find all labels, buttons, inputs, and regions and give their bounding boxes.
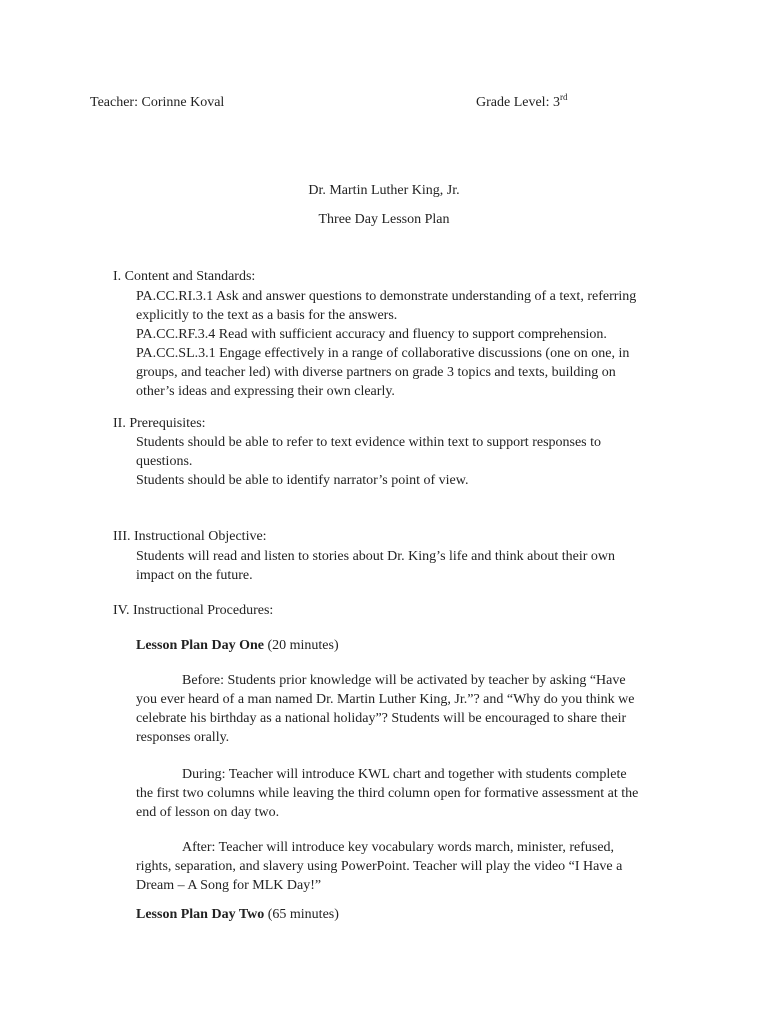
- prerequisite-line: Students should be able to identify narrator’s point of view.: [136, 473, 469, 488]
- teacher-name: Teacher: Corinne Koval: [90, 95, 225, 110]
- day-two-duration: (65 minutes): [264, 907, 339, 922]
- prerequisite-line: questions.: [136, 454, 193, 469]
- day-two-title: Lesson Plan Day Two: [136, 907, 265, 922]
- grade-level: [476, 94, 567, 112]
- document-subtitle: Three Day Lesson Plan: [318, 212, 450, 227]
- paragraph-line: end of lesson on day two.: [136, 805, 280, 820]
- prerequisites-body: [136, 433, 696, 490]
- paragraph-line: the first two columns while leaving the third column open for formative assessment at the: [136, 786, 639, 801]
- day-one-after: [136, 838, 696, 895]
- paragraph-line: rights, separation, and slavery using PowerPoint. Teacher will play the video “I Have a: [136, 859, 623, 874]
- paragraph-line: After: Teacher will introduce key vocabulary words march, minister, refused,: [182, 840, 615, 855]
- standard-line: groups, and teacher led) with diverse partners on grade 3 topics and texts, building on: [136, 365, 616, 380]
- day-one-during: [136, 765, 696, 822]
- procedures-heading: IV. Instructional Procedures:: [113, 603, 274, 618]
- standard-line: other’s ideas and expressing their own clearly.: [136, 384, 395, 399]
- objective-heading: III. Instructional Objective:: [113, 529, 267, 544]
- standard-line: PA.CC.RF.3.4 Read with sufficient accuracy and fluency to support comprehension.: [136, 327, 607, 342]
- objective-body: [136, 547, 696, 585]
- objective-line: impact on the future.: [136, 568, 253, 583]
- paragraph-line: you ever heard of a man named Dr. Martin Luther King, Jr.”? and “Why do you think we: [136, 692, 635, 707]
- standard-line: PA.CC.SL.3.1 Engage effectively in a range of collaborative discussions (one on one, in: [136, 346, 630, 361]
- grade-level-superscript: rd: [559, 92, 568, 102]
- paragraph-line: responses orally.: [136, 730, 230, 745]
- paragraph-line: During: Teacher will introduce KWL chart and together with students complete: [182, 767, 627, 782]
- prerequisites-heading: II. Prerequisites:: [113, 416, 206, 431]
- day-two-heading: [136, 906, 339, 924]
- content-standards-body: [136, 287, 696, 401]
- standard-line: PA.CC.RI.3.1 Ask and answer questions to demonstrate understanding of a text, referring: [136, 289, 637, 304]
- paragraph-line: Before: Students prior knowledge will be activated by teacher by asking “Have: [182, 673, 626, 688]
- prerequisite-line: Students should be able to refer to text evidence within text to support responses to: [136, 435, 602, 450]
- paragraph-line: Dream – A Song for MLK Day!”: [136, 878, 322, 893]
- standard-line: explicitly to the text as a basis for the answers.: [136, 308, 398, 323]
- day-one-before: [136, 671, 696, 747]
- day-one-heading: [136, 637, 339, 655]
- day-one-title: Lesson Plan Day One: [136, 638, 264, 653]
- content-standards-heading: I. Content and Standards:: [113, 269, 256, 284]
- paragraph-line: celebrate his birthday as a national holiday”? Students will be encouraged to share their: [136, 711, 627, 726]
- grade-level-text: Grade Level: 3: [476, 95, 560, 110]
- document-title: Dr. Martin Luther King, Jr.: [308, 183, 460, 198]
- day-one-duration: (20 minutes): [263, 638, 339, 653]
- objective-line: Students will read and listen to stories about Dr. King’s life and think about their own: [136, 549, 616, 564]
